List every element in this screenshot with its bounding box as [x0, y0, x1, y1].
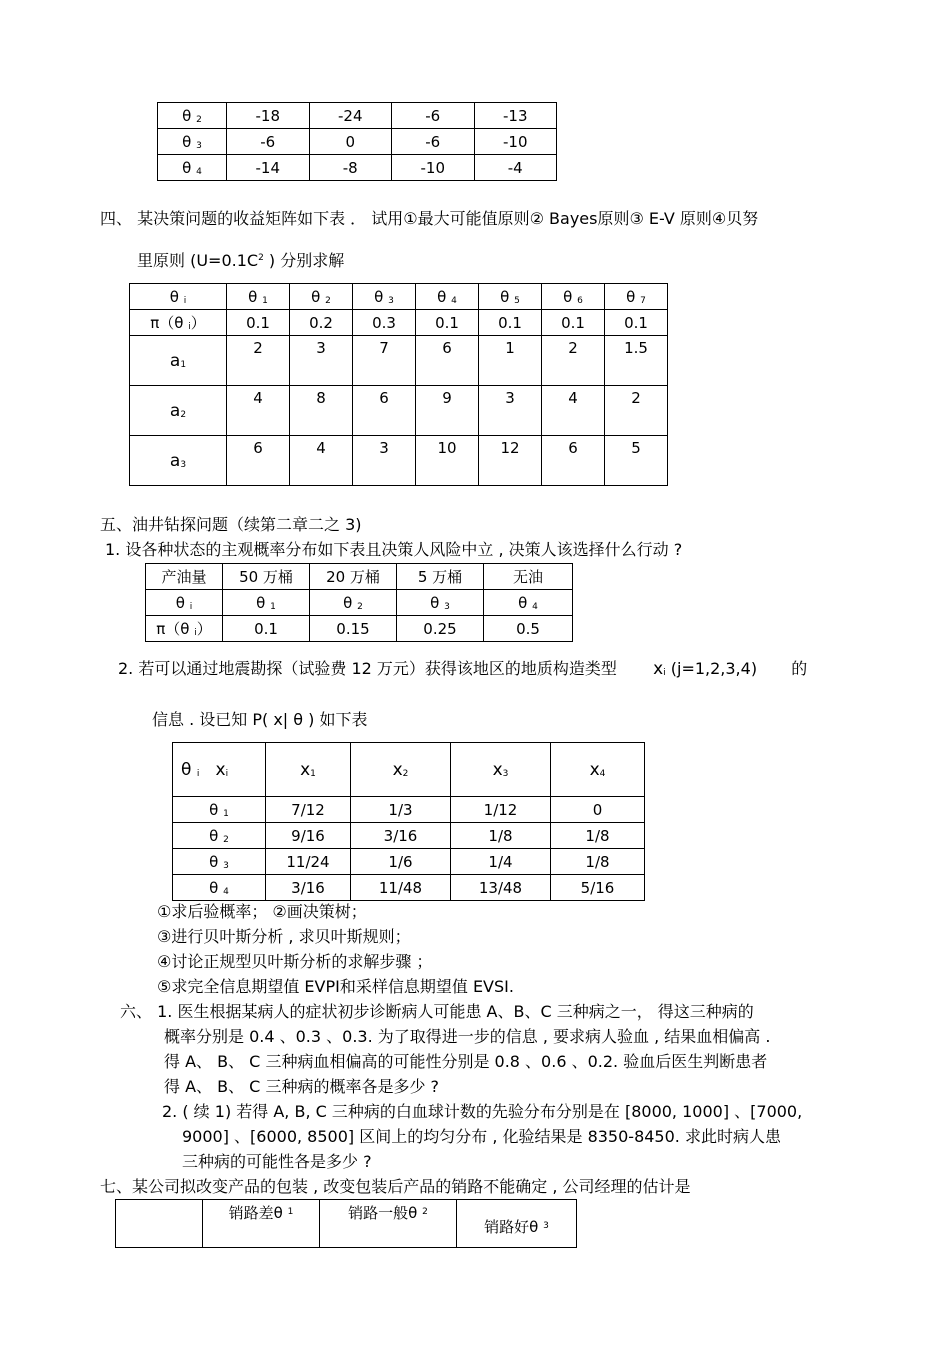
section7-question: 七、某公司拟改变产品的包装 , 改变包装后产品的销路不能确定 , 公司经理的估计是	[100, 1177, 691, 1196]
section5-question2-line1: 2. 若可以通过地震勘探（试验费 12 万元）获得该地区的地质构造类型 $x_i$ (j=1,2,3,4) 的	[118, 659, 808, 679]
table-row: θ $_i$ θ $_1$ θ $_2$ θ $_3$ θ $_4$ θ $_5$ θ $_6$ θ $_7$	[130, 284, 668, 310]
section5-item: ③进行贝叶斯分析 , 求贝叶斯规则；	[157, 927, 411, 946]
table-row: θ $_i$ $x_i$ $x_1$ $x_2$ $x_3$ $x_4$	[173, 743, 645, 797]
table-row: $a_3$ 6 4 3 10 12 6 5	[130, 436, 668, 486]
table-row: θ $_1$ 7/12 1/3 1/12 0	[173, 797, 645, 823]
table-row: θ $_4$ 3/16 11/48 13/48 5/16	[173, 875, 645, 901]
section6-line: 三种病的可能性各是多少 ?	[182, 1152, 372, 1171]
table-row: θ $_3$ -6 0 -6 -10	[158, 129, 557, 155]
sales-outlook-table	[115, 1199, 577, 1248]
likelihood-table	[172, 742, 645, 901]
table-row: θ $_i$ θ $_1$ θ $_2$ θ $_3$ θ $_4$	[146, 590, 573, 616]
prior-probability-table	[145, 563, 573, 642]
table-row: θ $_4$ -14 -8 -10 -4	[158, 155, 557, 181]
table-row: π（θ $_i$） 0.1 0.2 0.3 0.1 0.1 0.1 0.1	[130, 310, 668, 336]
section5-item: ⑤求完全信息期望值 EVPI和采样信息期望值 EVSI.	[157, 977, 514, 996]
payoff-matrix-table	[129, 283, 668, 486]
section6-line: 得 A、 B、 C 三种病血相偏高的可能性分别是 0.8 、0.6 、0.2. 验血后医生判断患者	[164, 1052, 768, 1071]
section4-question-line1: 四、 某决策问题的收益矩阵如下表 ． 试用①最大可能值原则② Bayes原则③ E-V 原则④贝努	[100, 209, 759, 228]
section6-line: 2. ( 续 1) 若得 A, B, C 三种病的白血球计数的先验分布分别是在 [8000, 1000] 、[7000,	[162, 1102, 803, 1121]
section6-line: 六、 1. 医生根据某病人的症状初步诊断病人可能患 A、B、C 三种病之一， 得这三种病的	[120, 1002, 754, 1021]
section5-question2-line2: 信息 . 设已知 P( x| θ ) 如下表	[152, 710, 368, 729]
section4-question-line2: 里原则 ($U=0.1C^2$ ) 分别求解	[137, 251, 345, 270]
table-row: π（θ $_i$） 0.1 0.15 0.25 0.5	[146, 616, 573, 642]
section5-item: ①求后验概率； ②画决策树；	[157, 902, 367, 921]
table-row: θ $_3$ 11/24 1/6 1/4 1/8	[173, 849, 645, 875]
section6-line: 9000] 、[6000, 8500] 区间上的均匀分布 , 化验结果是 8350-8450. 求此时病人患	[182, 1127, 781, 1146]
section6-line: 得 A、 B、 C 三种病的概率各是多少 ?	[164, 1077, 440, 1096]
table-row: $a_2$ 4 8 6 9 3 4 2	[130, 386, 668, 436]
section5-title: 五、油井钻探问题（续第二章二之 3)	[100, 515, 362, 534]
table-row: θ $_2$ 9/16 3/16 1/8 1/8	[173, 823, 645, 849]
section5-item: ④讨论正规型贝叶斯分析的求解步骤 ；	[157, 952, 433, 971]
section5-question1: 1. 设各种状态的主观概率分布如下表且决策人风险中立 , 决策人该选择什么行动 ?	[105, 540, 683, 559]
continued-matrix-table	[157, 102, 557, 181]
table-row: 产油量 50 万桶 20 万桶 5 万桶 无油	[146, 564, 573, 590]
section6-line: 概率分别是 0.4 、0.3 、0.3. 为了取得进一步的信息 , 要求病人验血 , 结果血相偏高 .	[164, 1027, 771, 1046]
table-row: $a_1$ 2 3 7 6 1 2 1.5	[130, 336, 668, 386]
table-row: θ $_2$ -18 -24 -6 -13	[158, 103, 557, 129]
table-row: 销路差θ $_1$ 销路一般θ $_2$ 销路好θ $_3$	[116, 1200, 577, 1248]
